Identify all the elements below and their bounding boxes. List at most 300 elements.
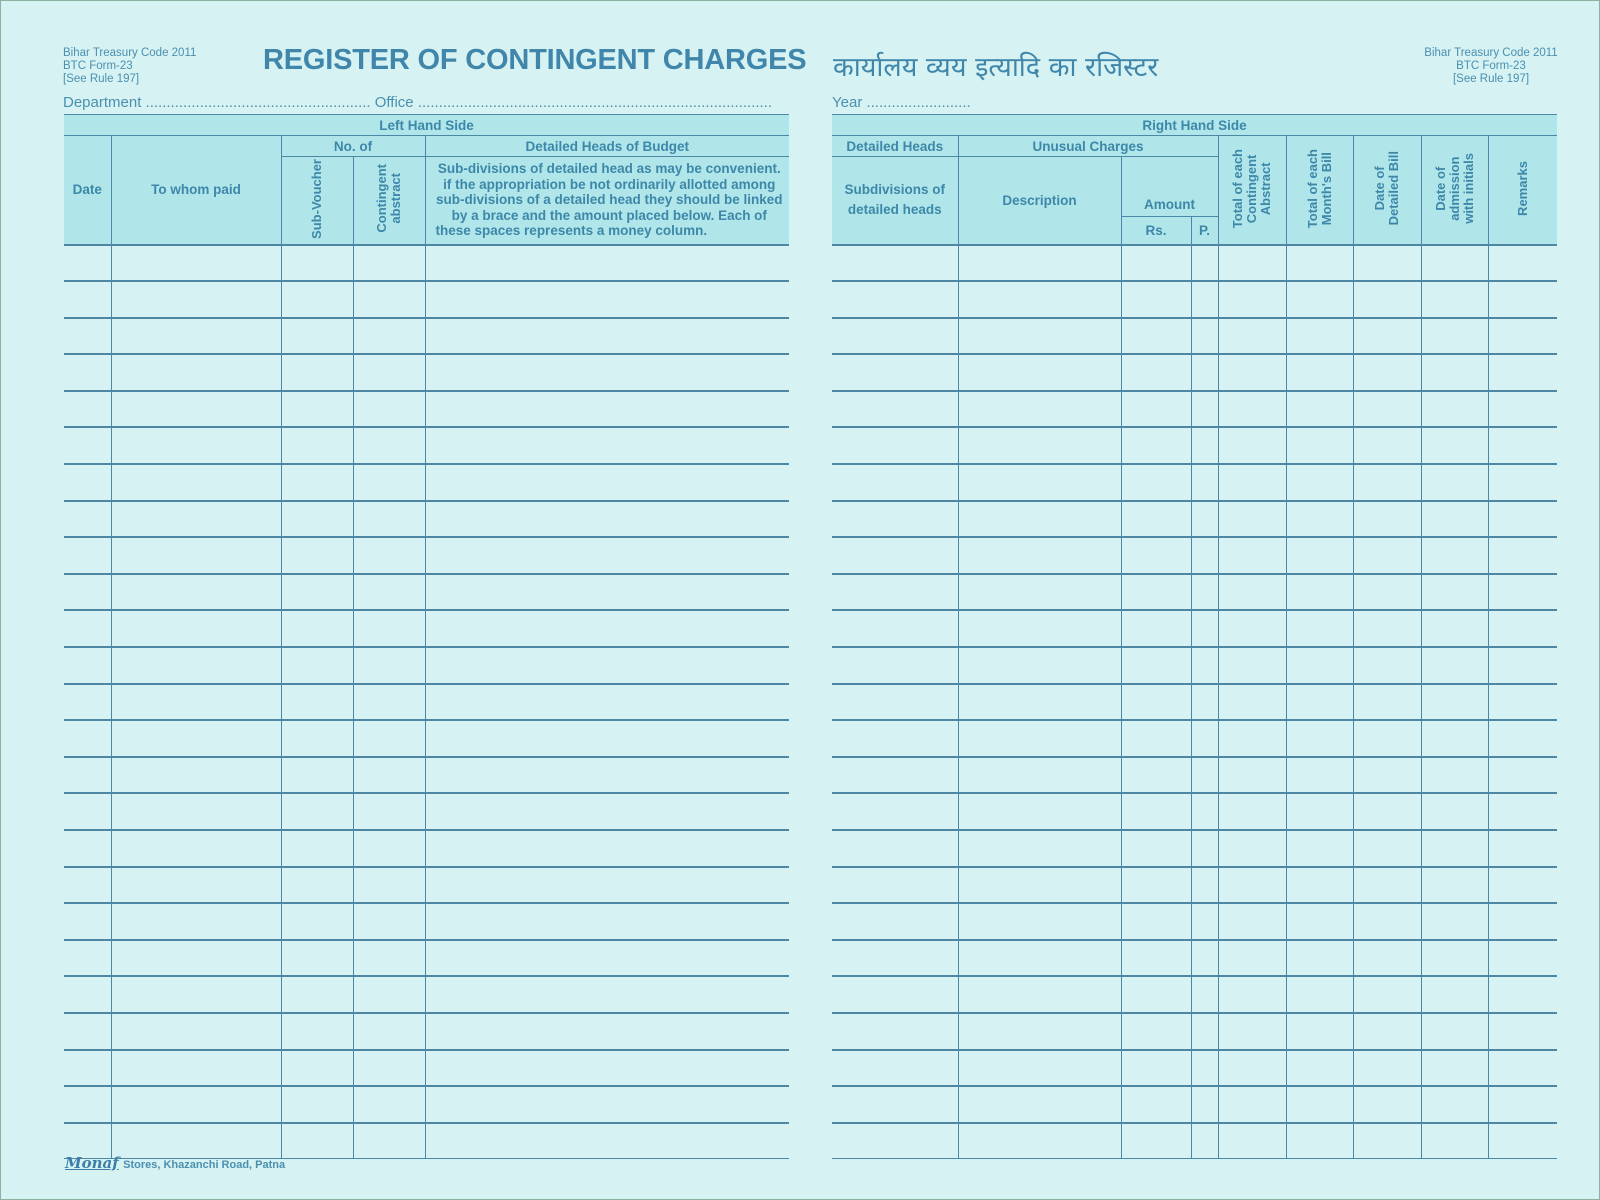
entry-cell[interactable]	[353, 867, 425, 904]
entry-cell[interactable]	[958, 1013, 1121, 1050]
entry-cell[interactable]	[1218, 354, 1286, 391]
entry-cell[interactable]	[1421, 1013, 1488, 1050]
entry-cell[interactable]	[1218, 720, 1286, 757]
entry-cell[interactable]	[1421, 793, 1488, 830]
entry-cell[interactable]	[64, 757, 111, 794]
entry-cell[interactable]	[1353, 867, 1421, 904]
entry-cell[interactable]	[1353, 1123, 1421, 1159]
entry-cell[interactable]	[1421, 574, 1488, 611]
entry-cell[interactable]	[1191, 281, 1218, 318]
entry-cell[interactable]	[1286, 354, 1353, 391]
entry-cell[interactable]	[832, 976, 958, 1013]
entry-cell[interactable]	[64, 501, 111, 538]
entry-cell[interactable]	[1421, 976, 1488, 1013]
entry-cell[interactable]	[1218, 976, 1286, 1013]
entry-cell[interactable]	[64, 245, 111, 282]
entry-cell[interactable]	[1286, 1086, 1353, 1123]
entry-cell[interactable]	[1218, 793, 1286, 830]
entry-cell[interactable]	[1191, 830, 1218, 867]
entry-cell[interactable]	[1353, 720, 1421, 757]
entry-cell[interactable]	[425, 501, 789, 538]
entry-cell[interactable]	[353, 830, 425, 867]
entry-cell[interactable]	[111, 1086, 281, 1123]
entry-cell[interactable]	[281, 318, 353, 355]
entry-cell[interactable]	[1488, 976, 1557, 1013]
entry-cell[interactable]	[1286, 1013, 1353, 1050]
entry-cell[interactable]	[1191, 976, 1218, 1013]
entry-cell[interactable]	[425, 354, 789, 391]
entry-cell[interactable]	[1121, 1050, 1191, 1087]
entry-cell[interactable]	[1218, 1013, 1286, 1050]
entry-cell[interactable]	[1218, 464, 1286, 501]
entry-cell[interactable]	[1218, 318, 1286, 355]
entry-cell[interactable]	[425, 427, 789, 464]
entry-cell[interactable]	[64, 830, 111, 867]
entry-cell[interactable]	[353, 537, 425, 574]
entry-cell[interactable]	[1488, 574, 1557, 611]
entry-cell[interactable]	[832, 793, 958, 830]
entry-cell[interactable]	[1286, 830, 1353, 867]
entry-cell[interactable]	[1488, 1050, 1557, 1087]
entry-cell[interactable]	[832, 574, 958, 611]
entry-cell[interactable]	[1218, 940, 1286, 977]
entry-cell[interactable]	[958, 574, 1121, 611]
entry-cell[interactable]	[832, 647, 958, 684]
entry-cell[interactable]	[1191, 318, 1218, 355]
entry-cell[interactable]	[1191, 464, 1218, 501]
entry-cell[interactable]	[353, 940, 425, 977]
entry-cell[interactable]	[1121, 1123, 1191, 1159]
entry-cell[interactable]	[832, 1050, 958, 1087]
entry-cell[interactable]	[1191, 610, 1218, 647]
entry-cell[interactable]	[1218, 427, 1286, 464]
entry-cell[interactable]	[1488, 793, 1557, 830]
entry-cell[interactable]	[1218, 1123, 1286, 1159]
entry-cell[interactable]	[1286, 281, 1353, 318]
entry-cell[interactable]	[1121, 903, 1191, 940]
entry-cell[interactable]	[64, 1086, 111, 1123]
entry-cell[interactable]	[1191, 391, 1218, 428]
entry-cell[interactable]	[832, 464, 958, 501]
entry-cell[interactable]	[1421, 427, 1488, 464]
entry-cell[interactable]	[425, 830, 789, 867]
entry-cell[interactable]	[1121, 318, 1191, 355]
entry-cell[interactable]	[1488, 245, 1557, 282]
entry-cell[interactable]	[353, 318, 425, 355]
entry-cell[interactable]	[1421, 1123, 1488, 1159]
entry-cell[interactable]	[281, 537, 353, 574]
entry-cell[interactable]	[111, 940, 281, 977]
entry-cell[interactable]	[1191, 757, 1218, 794]
entry-cell[interactable]	[1421, 281, 1488, 318]
entry-cell[interactable]	[1121, 610, 1191, 647]
entry-cell[interactable]	[1286, 757, 1353, 794]
entry-cell[interactable]	[111, 1050, 281, 1087]
entry-cell[interactable]	[1421, 391, 1488, 428]
entry-cell[interactable]	[1353, 757, 1421, 794]
entry-cell[interactable]	[425, 940, 789, 977]
entry-cell[interactable]	[832, 1013, 958, 1050]
entry-cell[interactable]	[111, 318, 281, 355]
entry-cell[interactable]	[1191, 501, 1218, 538]
entry-cell[interactable]	[832, 830, 958, 867]
entry-cell[interactable]	[1121, 647, 1191, 684]
entry-cell[interactable]	[353, 1050, 425, 1087]
entry-cell[interactable]	[958, 610, 1121, 647]
entry-cell[interactable]	[1191, 793, 1218, 830]
entry-cell[interactable]	[1353, 537, 1421, 574]
entry-cell[interactable]	[1353, 318, 1421, 355]
entry-cell[interactable]	[1421, 1050, 1488, 1087]
entry-cell[interactable]	[1286, 903, 1353, 940]
entry-cell[interactable]	[1286, 867, 1353, 904]
entry-cell[interactable]	[1421, 464, 1488, 501]
entry-cell[interactable]	[1191, 903, 1218, 940]
entry-cell[interactable]	[64, 464, 111, 501]
entry-cell[interactable]	[425, 1123, 789, 1159]
entry-cell[interactable]	[281, 245, 353, 282]
entry-cell[interactable]	[1488, 757, 1557, 794]
entry-cell[interactable]	[353, 464, 425, 501]
entry-cell[interactable]	[1121, 354, 1191, 391]
entry-cell[interactable]	[1218, 757, 1286, 794]
entry-cell[interactable]	[1121, 537, 1191, 574]
entry-cell[interactable]	[1286, 427, 1353, 464]
entry-cell[interactable]	[1121, 793, 1191, 830]
entry-cell[interactable]	[281, 574, 353, 611]
entry-cell[interactable]	[353, 610, 425, 647]
entry-cell[interactable]	[281, 684, 353, 721]
entry-cell[interactable]	[111, 720, 281, 757]
entry-cell[interactable]	[353, 391, 425, 428]
entry-cell[interactable]	[1353, 793, 1421, 830]
entry-cell[interactable]	[425, 867, 789, 904]
entry-cell[interactable]	[1488, 391, 1557, 428]
entry-cell[interactable]	[1121, 940, 1191, 977]
entry-cell[interactable]	[64, 318, 111, 355]
entry-cell[interactable]	[425, 647, 789, 684]
entry-cell[interactable]	[64, 1013, 111, 1050]
entry-cell[interactable]	[1353, 940, 1421, 977]
entry-cell[interactable]	[111, 757, 281, 794]
entry-cell[interactable]	[958, 464, 1121, 501]
entry-cell[interactable]	[111, 867, 281, 904]
entry-cell[interactable]	[1218, 830, 1286, 867]
entry-cell[interactable]	[353, 245, 425, 282]
entry-cell[interactable]	[958, 281, 1121, 318]
entry-cell[interactable]	[425, 610, 789, 647]
entry-cell[interactable]	[281, 1123, 353, 1159]
entry-cell[interactable]	[958, 684, 1121, 721]
entry-cell[interactable]	[958, 501, 1121, 538]
entry-cell[interactable]	[281, 903, 353, 940]
entry-cell[interactable]	[111, 354, 281, 391]
entry-cell[interactable]	[353, 684, 425, 721]
entry-cell[interactable]	[958, 757, 1121, 794]
entry-cell[interactable]	[281, 647, 353, 684]
entry-cell[interactable]	[958, 391, 1121, 428]
entry-cell[interactable]	[111, 1013, 281, 1050]
entry-cell[interactable]	[1286, 1050, 1353, 1087]
entry-cell[interactable]	[832, 391, 958, 428]
entry-cell[interactable]	[281, 830, 353, 867]
entry-cell[interactable]	[1286, 245, 1353, 282]
entry-cell[interactable]	[1353, 464, 1421, 501]
entry-cell[interactable]	[1191, 867, 1218, 904]
entry-cell[interactable]	[1421, 940, 1488, 977]
entry-cell[interactable]	[1353, 684, 1421, 721]
entry-cell[interactable]	[1353, 501, 1421, 538]
entry-cell[interactable]	[832, 720, 958, 757]
entry-cell[interactable]	[353, 647, 425, 684]
entry-cell[interactable]	[111, 976, 281, 1013]
entry-cell[interactable]	[832, 757, 958, 794]
entry-cell[interactable]	[64, 867, 111, 904]
entry-cell[interactable]	[353, 757, 425, 794]
entry-cell[interactable]	[64, 720, 111, 757]
entry-cell[interactable]	[1121, 1013, 1191, 1050]
entry-cell[interactable]	[958, 830, 1121, 867]
entry-cell[interactable]	[1218, 867, 1286, 904]
entry-cell[interactable]	[64, 647, 111, 684]
entry-cell[interactable]	[958, 903, 1121, 940]
entry-cell[interactable]	[281, 354, 353, 391]
entry-cell[interactable]	[1218, 1050, 1286, 1087]
entry-cell[interactable]	[64, 976, 111, 1013]
entry-cell[interactable]	[1191, 427, 1218, 464]
entry-cell[interactable]	[1421, 318, 1488, 355]
entry-cell[interactable]	[1353, 976, 1421, 1013]
entry-cell[interactable]	[832, 867, 958, 904]
entry-cell[interactable]	[353, 793, 425, 830]
entry-cell[interactable]	[958, 720, 1121, 757]
entry-cell[interactable]	[425, 245, 789, 282]
entry-cell[interactable]	[1191, 1050, 1218, 1087]
entry-cell[interactable]	[281, 757, 353, 794]
entry-cell[interactable]	[1353, 1050, 1421, 1087]
entry-cell[interactable]	[425, 903, 789, 940]
entry-cell[interactable]	[281, 610, 353, 647]
entry-cell[interactable]	[1421, 757, 1488, 794]
entry-cell[interactable]	[958, 1086, 1121, 1123]
entry-cell[interactable]	[425, 720, 789, 757]
entry-cell[interactable]	[111, 830, 281, 867]
entry-cell[interactable]	[1218, 281, 1286, 318]
entry-cell[interactable]	[425, 574, 789, 611]
entry-cell[interactable]	[1353, 427, 1421, 464]
entry-cell[interactable]	[1421, 1086, 1488, 1123]
entry-cell[interactable]	[1286, 318, 1353, 355]
entry-cell[interactable]	[1121, 720, 1191, 757]
entry-cell[interactable]	[111, 610, 281, 647]
entry-cell[interactable]	[1488, 867, 1557, 904]
entry-cell[interactable]	[281, 1050, 353, 1087]
entry-cell[interactable]	[425, 537, 789, 574]
entry-cell[interactable]	[1488, 830, 1557, 867]
entry-cell[interactable]	[64, 793, 111, 830]
entry-cell[interactable]	[1421, 647, 1488, 684]
entry-cell[interactable]	[1286, 1123, 1353, 1159]
entry-cell[interactable]	[1353, 903, 1421, 940]
entry-cell[interactable]	[64, 684, 111, 721]
entry-cell[interactable]	[1218, 903, 1286, 940]
entry-cell[interactable]	[281, 281, 353, 318]
entry-cell[interactable]	[281, 464, 353, 501]
entry-cell[interactable]	[111, 391, 281, 428]
entry-cell[interactable]	[1488, 903, 1557, 940]
entry-cell[interactable]	[111, 427, 281, 464]
entry-cell[interactable]	[353, 1086, 425, 1123]
entry-cell[interactable]	[1286, 610, 1353, 647]
entry-cell[interactable]	[958, 940, 1121, 977]
entry-cell[interactable]	[281, 940, 353, 977]
entry-cell[interactable]	[64, 610, 111, 647]
entry-cell[interactable]	[64, 574, 111, 611]
entry-cell[interactable]	[425, 1013, 789, 1050]
entry-cell[interactable]	[1121, 391, 1191, 428]
entry-cell[interactable]	[832, 318, 958, 355]
entry-cell[interactable]	[958, 647, 1121, 684]
entry-cell[interactable]	[958, 976, 1121, 1013]
entry-cell[interactable]	[353, 1123, 425, 1159]
entry-cell[interactable]	[832, 610, 958, 647]
entry-cell[interactable]	[353, 501, 425, 538]
entry-cell[interactable]	[111, 245, 281, 282]
entry-cell[interactable]	[1421, 354, 1488, 391]
entry-cell[interactable]	[425, 1086, 789, 1123]
entry-cell[interactable]	[1218, 1086, 1286, 1123]
entry-cell[interactable]	[1121, 281, 1191, 318]
entry-cell[interactable]	[1353, 281, 1421, 318]
entry-cell[interactable]	[1218, 574, 1286, 611]
entry-cell[interactable]	[1488, 537, 1557, 574]
entry-cell[interactable]	[1421, 867, 1488, 904]
entry-cell[interactable]	[958, 354, 1121, 391]
entry-cell[interactable]	[1191, 354, 1218, 391]
entry-cell[interactable]	[64, 940, 111, 977]
entry-cell[interactable]	[1218, 647, 1286, 684]
entry-cell[interactable]	[1286, 647, 1353, 684]
entry-cell[interactable]	[1488, 610, 1557, 647]
entry-cell[interactable]	[425, 1050, 789, 1087]
entry-cell[interactable]	[832, 684, 958, 721]
entry-cell[interactable]	[64, 1050, 111, 1087]
entry-cell[interactable]	[1488, 464, 1557, 501]
entry-cell[interactable]	[958, 793, 1121, 830]
entry-cell[interactable]	[353, 903, 425, 940]
entry-cell[interactable]	[1421, 903, 1488, 940]
entry-cell[interactable]	[1286, 684, 1353, 721]
entry-cell[interactable]	[1488, 1086, 1557, 1123]
entry-cell[interactable]	[1286, 391, 1353, 428]
entry-cell[interactable]	[111, 501, 281, 538]
entry-cell[interactable]	[1286, 940, 1353, 977]
entry-cell[interactable]	[1218, 610, 1286, 647]
entry-cell[interactable]	[1286, 720, 1353, 757]
entry-cell[interactable]	[281, 720, 353, 757]
entry-cell[interactable]	[832, 1123, 958, 1159]
entry-cell[interactable]	[1218, 501, 1286, 538]
entry-cell[interactable]	[1353, 245, 1421, 282]
entry-cell[interactable]	[1488, 1123, 1557, 1159]
entry-cell[interactable]	[1121, 867, 1191, 904]
entry-cell[interactable]	[1121, 501, 1191, 538]
entry-cell[interactable]	[353, 574, 425, 611]
entry-cell[interactable]	[958, 1123, 1121, 1159]
entry-cell[interactable]	[958, 427, 1121, 464]
entry-cell[interactable]	[1121, 245, 1191, 282]
entry-cell[interactable]	[832, 354, 958, 391]
entry-cell[interactable]	[1121, 427, 1191, 464]
entry-cell[interactable]	[1488, 501, 1557, 538]
entry-cell[interactable]	[1421, 501, 1488, 538]
entry-cell[interactable]	[1488, 318, 1557, 355]
entry-cell[interactable]	[958, 867, 1121, 904]
entry-cell[interactable]	[1218, 391, 1286, 428]
entry-cell[interactable]	[832, 281, 958, 318]
entry-cell[interactable]	[1488, 720, 1557, 757]
entry-cell[interactable]	[1191, 245, 1218, 282]
entry-cell[interactable]	[1421, 720, 1488, 757]
entry-cell[interactable]	[111, 647, 281, 684]
entry-cell[interactable]	[1286, 537, 1353, 574]
entry-cell[interactable]	[1121, 976, 1191, 1013]
entry-cell[interactable]	[1353, 391, 1421, 428]
entry-cell[interactable]	[1286, 976, 1353, 1013]
entry-cell[interactable]	[281, 427, 353, 464]
entry-cell[interactable]	[1421, 610, 1488, 647]
entry-cell[interactable]	[1421, 537, 1488, 574]
entry-cell[interactable]	[832, 427, 958, 464]
entry-cell[interactable]	[1286, 793, 1353, 830]
entry-cell[interactable]	[353, 427, 425, 464]
entry-cell[interactable]	[958, 245, 1121, 282]
entry-cell[interactable]	[281, 867, 353, 904]
entry-cell[interactable]	[1121, 830, 1191, 867]
entry-cell[interactable]	[1286, 574, 1353, 611]
entry-cell[interactable]	[111, 793, 281, 830]
entry-cell[interactable]	[1353, 830, 1421, 867]
entry-cell[interactable]	[958, 537, 1121, 574]
entry-cell[interactable]	[1421, 245, 1488, 282]
entry-cell[interactable]	[1191, 1013, 1218, 1050]
entry-cell[interactable]	[281, 391, 353, 428]
entry-cell[interactable]	[425, 684, 789, 721]
entry-cell[interactable]	[1488, 354, 1557, 391]
entry-cell[interactable]	[425, 464, 789, 501]
entry-cell[interactable]	[111, 903, 281, 940]
entry-cell[interactable]	[111, 574, 281, 611]
entry-cell[interactable]	[1121, 684, 1191, 721]
entry-cell[interactable]	[1121, 464, 1191, 501]
entry-cell[interactable]	[281, 1086, 353, 1123]
entry-cell[interactable]	[1191, 720, 1218, 757]
entry-cell[interactable]	[1191, 684, 1218, 721]
entry-cell[interactable]	[64, 391, 111, 428]
entry-cell[interactable]	[111, 537, 281, 574]
entry-cell[interactable]	[64, 354, 111, 391]
entry-cell[interactable]	[1488, 427, 1557, 464]
entry-cell[interactable]	[1488, 940, 1557, 977]
entry-cell[interactable]	[1121, 1086, 1191, 1123]
entry-cell[interactable]	[1421, 684, 1488, 721]
entry-cell[interactable]	[353, 1013, 425, 1050]
entry-cell[interactable]	[425, 281, 789, 318]
entry-cell[interactable]	[1488, 647, 1557, 684]
entry-cell[interactable]	[832, 1086, 958, 1123]
entry-cell[interactable]	[1286, 464, 1353, 501]
entry-cell[interactable]	[281, 976, 353, 1013]
